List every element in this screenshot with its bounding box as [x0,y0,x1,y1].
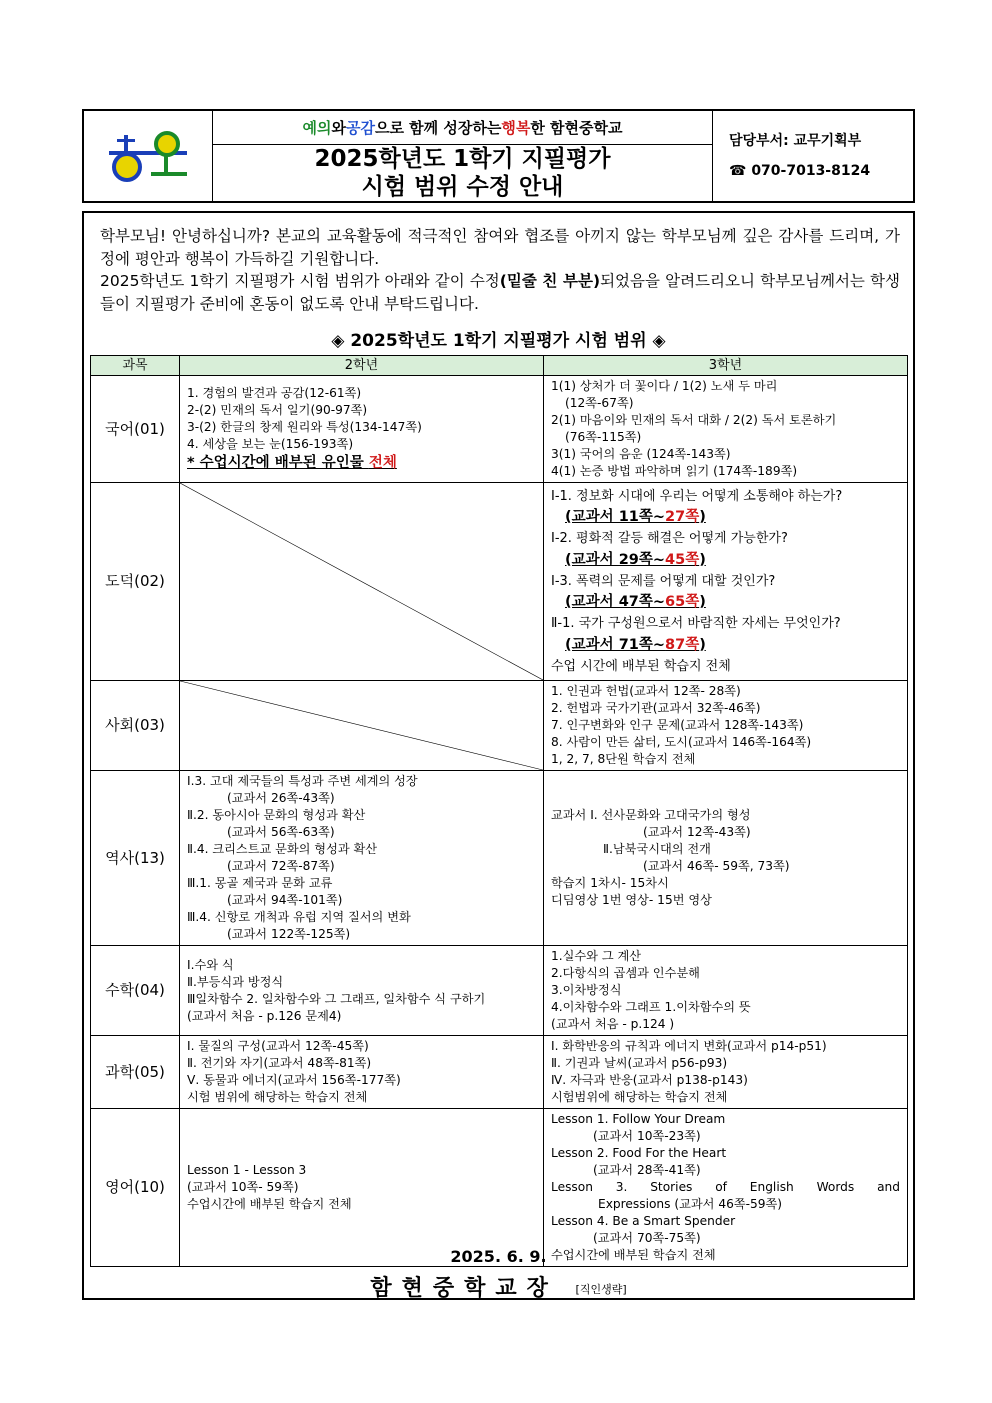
note-highlight: 전체 [368,454,397,471]
list-item: (교과서 처음 - p.124 ) [551,1017,675,1031]
list-item: 2(1) 마음이와 민재의 독서 대화 / 2(2) 독서 토론하기 [551,413,837,427]
intro-text-part: 되었음을 알려드리오니 학부모님께서는 학생들이 지필평가 준비에 혼동이 없도록 안내 부탁드립니다. [100,272,900,313]
page-range-text: ) [699,594,706,611]
list-item: 시험 범위에 해당하는 학습지 전체 [187,1090,368,1104]
note-text: * 수업시간에 배부된 유인물 [187,454,369,471]
list-item: Ⅳ. 자극과 반응(교과서 p138-p143) [551,1073,748,1087]
title-line-2: 시험 범위 수정 안내 [361,174,564,200]
subject-history: 역사(13) [91,771,180,946]
list-item: (교과서 46쪽- 59쪽, 73쪽) [643,859,790,873]
list-item: (76쪽-115쪽) [565,430,642,444]
phone-number: ☎ 070-7013-8124 [729,163,871,179]
school-logo-icon [107,130,189,182]
social-grade-3 [544,681,908,771]
table-row-history [91,771,908,946]
intro-text [100,225,900,315]
list-item: (교과서 94쪽-101쪽) [227,893,343,907]
list-item: Ⅱ. 전기와 자기(교과서 48쪽-81쪽) [187,1056,372,1070]
page-range-text: ) [699,551,706,568]
diagonal-line [180,681,543,770]
slogan-text: 으로 함께 성장하는 [374,119,502,137]
history-grade-3 [544,771,908,946]
empty-diagonal-cell [180,681,544,771]
slogan-word-courtesy: 예의 [302,119,332,137]
list-item: Lesson 1. Follow Your Dream [551,1112,726,1126]
subject-social: 사회(03) [91,681,180,771]
principal-title: 함현중학교장 [370,1276,558,1301]
slogan-word-empathy: 공감 [345,119,375,137]
list-item: Ⅱ.2. 동아시아 문화의 형성과 확산 [187,808,366,822]
list-item: (교과서 70쪽-75쪽) [593,1231,701,1245]
list-item: 8. 사람이 만든 삶터, 도시(교과서 146쪽-164쪽) [551,735,812,749]
exam-range-table [90,355,908,1267]
page-range-text: ) [699,636,706,653]
list-item: 2-(2) 민재의 독서 일기(90-97쪽) [187,402,368,417]
page-range-changed: 87쪽 [665,636,700,653]
list-item: Lesson 1 - Lesson 3 [187,1163,307,1177]
math-grade-2 [180,946,544,1036]
page-range [551,550,900,571]
section-title: ◈ 2025학년도 1학기 지필평가 시험 범위 ◈ [331,331,666,351]
korean-grade-2 [180,376,544,483]
list-item: (12쪽-67쪽) [565,396,634,410]
table-row-social [91,681,908,771]
subject-math: 수학(04) [91,946,180,1036]
list-item: 1. 인권과 헌법(교과서 12쪽- 28쪽) [551,684,741,698]
list-item: Ⅲ.1. 몽골 제국과 문화 교류 [187,876,333,890]
table-row-science [91,1036,908,1109]
page-range-text: ) [699,509,706,526]
list-item: Ⅰ.3. 고대 제국들의 특성과 주변 세계의 성장 [187,774,418,788]
main-box [82,211,915,1300]
department-name: 담당부서: 교무기획부 [729,133,862,149]
list-item: 4.이차함수와 그래프 1.이차함수의 뜻 [551,1000,751,1014]
intro-paragraph-2 [100,270,900,315]
subject-science: 과학(05) [91,1036,180,1109]
korean-grade-3 [544,376,908,483]
unit-title: Ⅰ-1. 정보화 시대에 우리는 어떻게 소통해야 하는가? [551,488,843,504]
list-item: Ⅲ.4. 신항로 개척과 유럽 지역 질서의 변화 [187,910,411,924]
english-grade-2 [180,1109,544,1267]
subject-ethics: 도덕(02) [91,483,180,681]
list-item: (교과서 26쪽-43쪽) [227,791,335,805]
list-item: 2.다항식의 곱셈과 인수분해 [551,966,700,980]
diagonal-line [180,483,543,680]
list-item: 7. 인구변화와 인구 문제(교과서 128쪽-143쪽) [551,718,804,732]
table-row-ethics [91,483,908,681]
school-slogan [213,111,712,145]
list-item: 디딤영상 1번 영상- 15번 영상 [551,893,712,907]
korean-handout-note [187,453,536,474]
header-box [82,109,915,203]
list-item: 1(1) 상처가 더 꽃이다 / 1(2) 노새 두 마리 [551,379,778,393]
page-range-changed: 27쪽 [665,509,700,526]
table-row-math [91,946,908,1036]
subject-korean: 국어(01) [91,376,180,483]
page-range [551,635,900,656]
intro-paragraph-1: 학부모님! 안녕하십니까? 본교의 교육활동에 적극적인 참여와 협조를 아끼지 않는 학부모님께 깊은 감사를 드리며, 가정에 평안과 행복이 가득하길 기원합니다. [100,227,900,268]
list-item: Ⅰ. 화학반응의 규칙과 에너지 변화(교과서 p14-p51) [551,1039,827,1053]
list-item: Expressions (교과서 46쪽-59쪽) [598,1197,783,1211]
department-info [713,111,913,201]
ethics-grade-3 [544,483,908,681]
unit-title: Ⅱ-1. 국가 구성원으로서 바람직한 자세는 무엇인가? [551,616,841,632]
page-range-changed: 65쪽 [665,594,700,611]
worksheet-note: 수업 시간에 배부된 학습지 전체 [551,658,731,674]
list-item: 1. 경험의 발견과 공감(12-61쪽) [187,385,362,400]
unit-title: Ⅰ-3. 폭력의 문제를 어떻게 대할 것인가? [551,573,776,589]
list-item: (교과서 처음 - p.126 문제4) [187,1008,342,1023]
list-item: 시험범위에 해당하는 학습지 전체 [551,1090,728,1104]
page-range [551,592,900,613]
list-item: Ⅲ일차함수 2. 일차함수와 그 그래프, 일차함수 식 구하기 [187,991,486,1006]
signature-line [84,1271,913,1302]
page-range-text: (교과서 29쪽~ [565,551,666,568]
list-item: 교과서 Ⅰ. 선사문화와 고대국가의 형성 [551,808,751,822]
list-item: (교과서 122쪽-125쪽) [227,927,351,941]
list-item: Ⅴ. 동물과 에너지(교과서 156쪽-177쪽) [187,1073,401,1087]
list-item: Lesson 3. Stories of English Words and [551,1180,900,1194]
slogan-word-happiness: 행복 [501,119,531,137]
list-item: Ⅰ.수와 식 [187,957,234,972]
header-subject: 과목 [91,356,180,376]
list-item: 학습지 1차시- 15차시 [551,876,669,890]
table-header-row [91,356,908,376]
list-item: (교과서 72쪽-87쪽) [227,859,335,873]
list-item: Lesson 2. Food For the Heart [551,1146,727,1160]
list-item: (교과서 56쪽-63쪽) [227,825,335,839]
list-item: 3(1) 국어의 음운 (124쪽-143쪽) [551,447,731,461]
header-grade-3: 3학년 [544,356,908,376]
page-range [551,507,900,528]
list-item: Lesson 4. Be a Smart Spender [551,1214,736,1228]
list-item: (교과서 12쪽-43쪽) [643,825,751,839]
seal-omitted-note: [직인생략] [575,1283,627,1296]
list-item: 1.실수와 그 계산 [551,949,642,963]
empty-diagonal-cell [180,483,544,681]
list-item: 3-(2) 한글의 창제 원리와 특성(134-147쪽) [187,419,422,434]
table-row-korean [91,376,908,483]
math-grade-3 [544,946,908,1036]
page-range-text: (교과서 71쪽~ [565,636,666,653]
intro-text-part: 2025학년도 1학기 지필평가 시험 범위가 아래와 같이 수정 [100,272,500,290]
unit-title: Ⅰ-2. 평화적 갈등 해결은 어떻게 가능한가? [551,531,788,547]
intro-underline-note: (밑줄 친 부분) [499,272,601,290]
list-item: 수업시간에 배부된 학습지 전체 [187,1197,352,1211]
list-item: 수업시간에 배부된 학습지 전체 [551,1248,716,1262]
list-item: (교과서 10쪽-23쪽) [593,1129,701,1143]
list-item: (교과서 10쪽- 59쪽) [187,1180,299,1194]
page-range-text: (교과서 11쪽~ [565,509,666,526]
slogan-text: 와 [331,119,346,137]
school-logo [84,111,213,201]
document-title [213,145,712,201]
list-item: 1, 2, 7, 8단원 학습지 전체 [551,752,696,766]
list-item: (교과서 28쪽-41쪽) [593,1163,701,1177]
list-item: 2. 헌법과 국가기관(교과서 32쪽-46쪽) [551,701,761,715]
header-grade-2: 2학년 [180,356,544,376]
english-grade-3 [544,1109,908,1267]
subject-english: 영어(10) [91,1109,180,1267]
list-item: 4. 세상을 보는 눈(156-193쪽) [187,436,354,451]
science-grade-3 [544,1036,908,1109]
title-line-1: 2025학년도 1학기 지필평가 [314,146,611,172]
page-range-text: (교과서 47쪽~ [565,594,666,611]
list-item: Ⅱ.부등식과 방정식 [187,974,284,989]
list-item: Ⅰ. 물질의 구성(교과서 12쪽-45쪽) [187,1039,369,1053]
list-item: Ⅱ. 기권과 날씨(교과서 p56-p93) [551,1056,728,1070]
science-grade-2 [180,1036,544,1109]
list-item: 3.이차방정식 [551,983,622,997]
title-area [213,111,713,201]
document-date: 2025. 6. 9. [450,1247,547,1266]
slogan-text: 한 함현중학교 [530,119,623,137]
table-row-english [91,1109,908,1267]
list-item: 4(1) 논증 방법 파악하며 읽기 (174쪽-189쪽) [551,464,798,478]
list-item: Ⅱ.남북국시대의 전개 [603,842,711,856]
page-range-changed: 45쪽 [665,551,700,568]
list-item: Ⅱ.4. 크리스트교 문화의 형성과 확산 [187,842,378,856]
history-grade-2 [180,771,544,946]
